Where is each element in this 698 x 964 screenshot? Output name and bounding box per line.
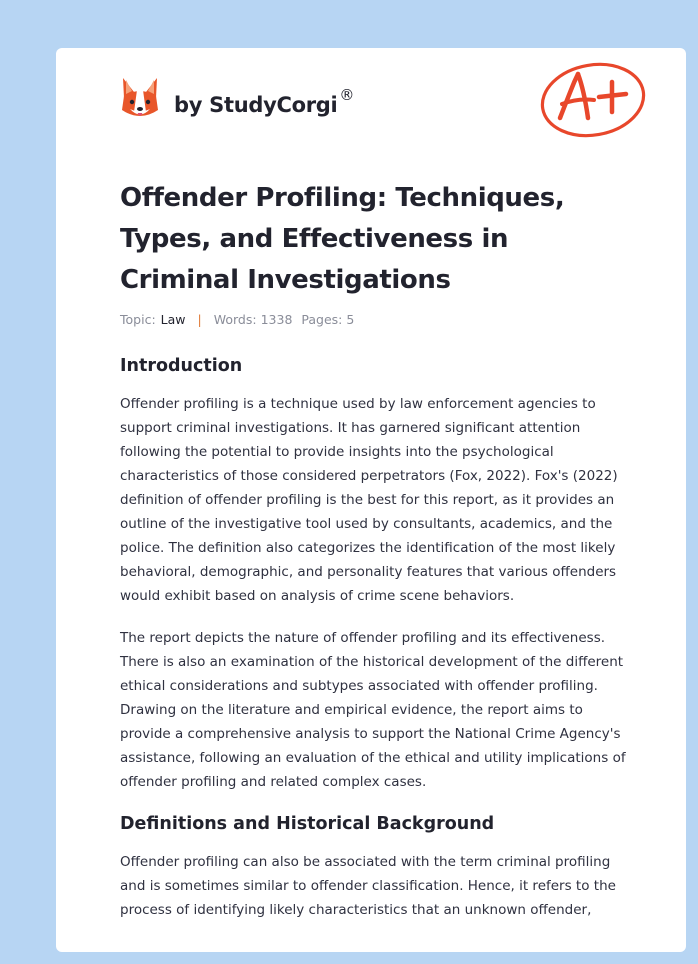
page-title: Offender Profiling: Techniques, Types, and Effectiveness in Criminal Investigations [120,183,565,295]
corgi-logo-icon [120,76,160,122]
meta-separator: | [197,312,202,327]
article-body [120,354,634,940]
words-value: 1338 [260,312,293,327]
meta-info [120,312,354,327]
section-heading-introduction: Introduction [120,356,243,376]
header [120,76,354,122]
document-page [56,48,686,952]
pages-value: 5 [346,312,355,327]
paragraph: Offender profiling can also be associated with the term criminal profiling and is sometimes similar to offender classification. Hence, it refers to the process of identifying likely characteristics that an unknown offender, [120,854,616,918]
registered-mark: ® [339,85,355,104]
brand-text: by StudyCorgi [174,92,338,117]
pages-label: Pages: [301,312,343,327]
paragraph: The report depicts the nature of offender profiling and its effectiveness. There is also an examination of the historical development of the different ethical considerations and subtypes associated with offender profiling. Drawing on the literature and empirical evidence, the report aims to provide a comprehensive analysis to support the National Crime Agency's assistance, following an evaluation of the ethical and utility implications of offender profiling and related complex cases. [120,630,626,790]
topic-link[interactable]: Law [160,312,186,327]
section-heading-definitions: Definitions and Historical Background [120,814,495,834]
topic-label: Topic: [120,312,156,327]
words-label: Words: [213,312,257,327]
paragraph: Offender profiling is a technique used by law enforcement agencies to support criminal investigations. It has garnered significant attention following the potential to provide insights into the psychological characteristics of those considered perpetrators (Fox, 2022). Fox's (2022) definition of offender profiling is the best for this report, as it provides an outline of the investigative tool used by consultants, academics, and the police. The definition also categorizes the identification of the most likely behavioral, demographic, and personality features that various offenders would exhibit based on analysis of crime scene behaviors. [120,396,618,604]
brand-name[interactable] [174,85,355,117]
grade-stamp-icon [538,60,648,140]
